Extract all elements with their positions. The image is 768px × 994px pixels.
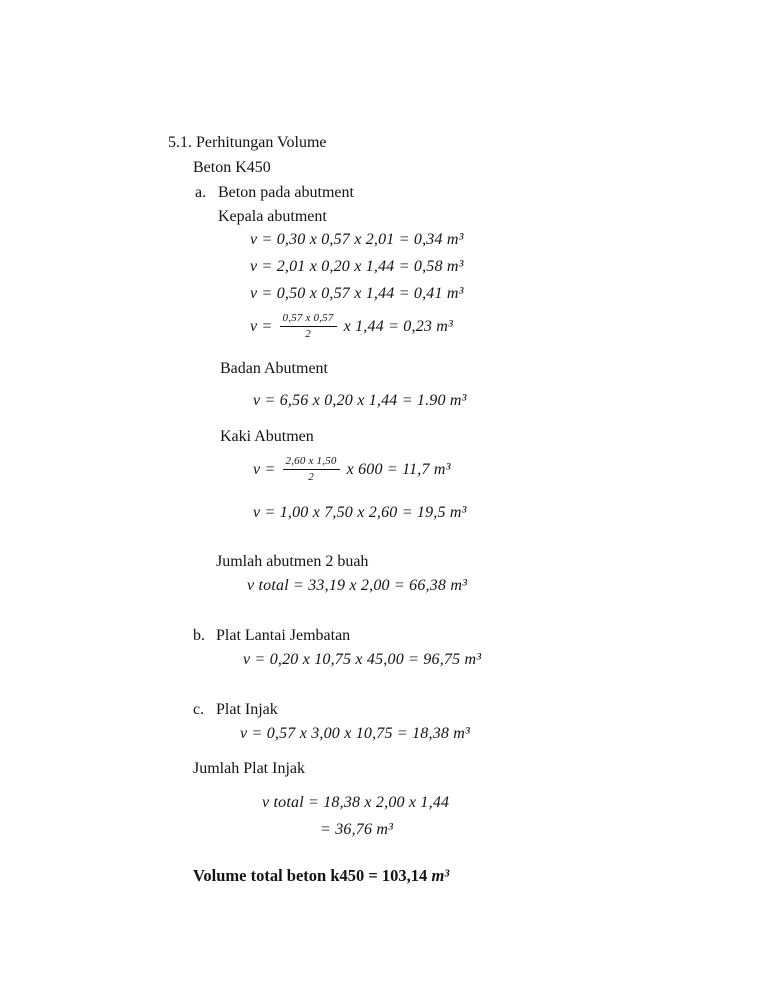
list-title-a: Beton pada abutment [218,184,354,201]
volume-total-text: Volume total beton k450 = 103,14 [193,866,432,885]
list-item-b [193,626,350,645]
jumlah-abutmen-title: Jumlah abutmen 2 buah [216,553,369,570]
plat-injak-formula: v = 0,57 x 3,00 x 10,75 = 18,38 m³ [240,725,471,742]
fraction [280,312,337,341]
list-label-c: c. [193,701,205,718]
section-heading: 5.1. Perhitungan Volume [168,134,327,151]
list-title-c: Plat Injak [216,701,278,718]
formula-lead: v = [253,460,276,478]
fraction-numerator: 0,57 x 0,57 [280,312,337,327]
kaki-abutmen-title: Kaki Abutmen [220,428,314,445]
fraction [283,455,340,484]
badan-abutment-title: Badan Abutment [220,360,328,377]
jumlah-plat-injak-title: Jumlah Plat Injak [193,760,305,777]
list-label-b: b. [193,627,205,644]
fraction-denominator: 2 [308,470,314,483]
kepala-abutment-title: Kepala abutment [218,208,327,225]
jumlah-plat-formula-line1: v total = 18,38 x 2,00 x 1,44 [262,794,450,811]
formula-lead: v = [250,317,273,335]
kepala-formula-3: v = 0,50 x 0,57 x 1,44 = 0,41 m³ [250,285,464,302]
badan-formula-1: v = 6,56 x 0,20 x 1,44 = 1.90 m³ [253,392,467,409]
list-item-c [193,700,278,719]
volume-total-line [193,866,449,885]
fraction-denominator: 2 [305,327,311,340]
list-label-a: a. [195,184,207,201]
list-item-a [195,183,354,202]
kepala-formula-4 [250,309,453,343]
subheading-beton-k450: Beton K450 [193,159,271,176]
kaki-formula-1 [253,452,451,486]
formula-tail: x 600 = 11,7 m³ [346,460,451,478]
kepala-formula-2: v = 2,01 x 0,20 x 1,44 = 0,58 m³ [250,258,464,275]
volume-total-unit: m³ [431,866,450,885]
fraction-numerator: 2,60 x 1,50 [283,455,340,470]
kepala-formula-1: v = 0,30 x 0,57 x 2,01 = 0,34 m³ [250,231,464,248]
plat-lantai-formula: v = 0,20 x 10,75 x 45,00 = 96,75 m³ [243,651,482,668]
list-title-b: Plat Lantai Jembatan [216,627,351,644]
formula-tail: x 1,44 = 0,23 m³ [343,317,454,335]
jumlah-plat-formula-line2: = 36,76 m³ [320,821,394,838]
jumlah-abutmen-formula: v total = 33,19 x 2,00 = 66,38 m³ [247,577,468,594]
kaki-formula-2: v = 1,00 x 7,50 x 2,60 = 19,5 m³ [253,504,467,521]
